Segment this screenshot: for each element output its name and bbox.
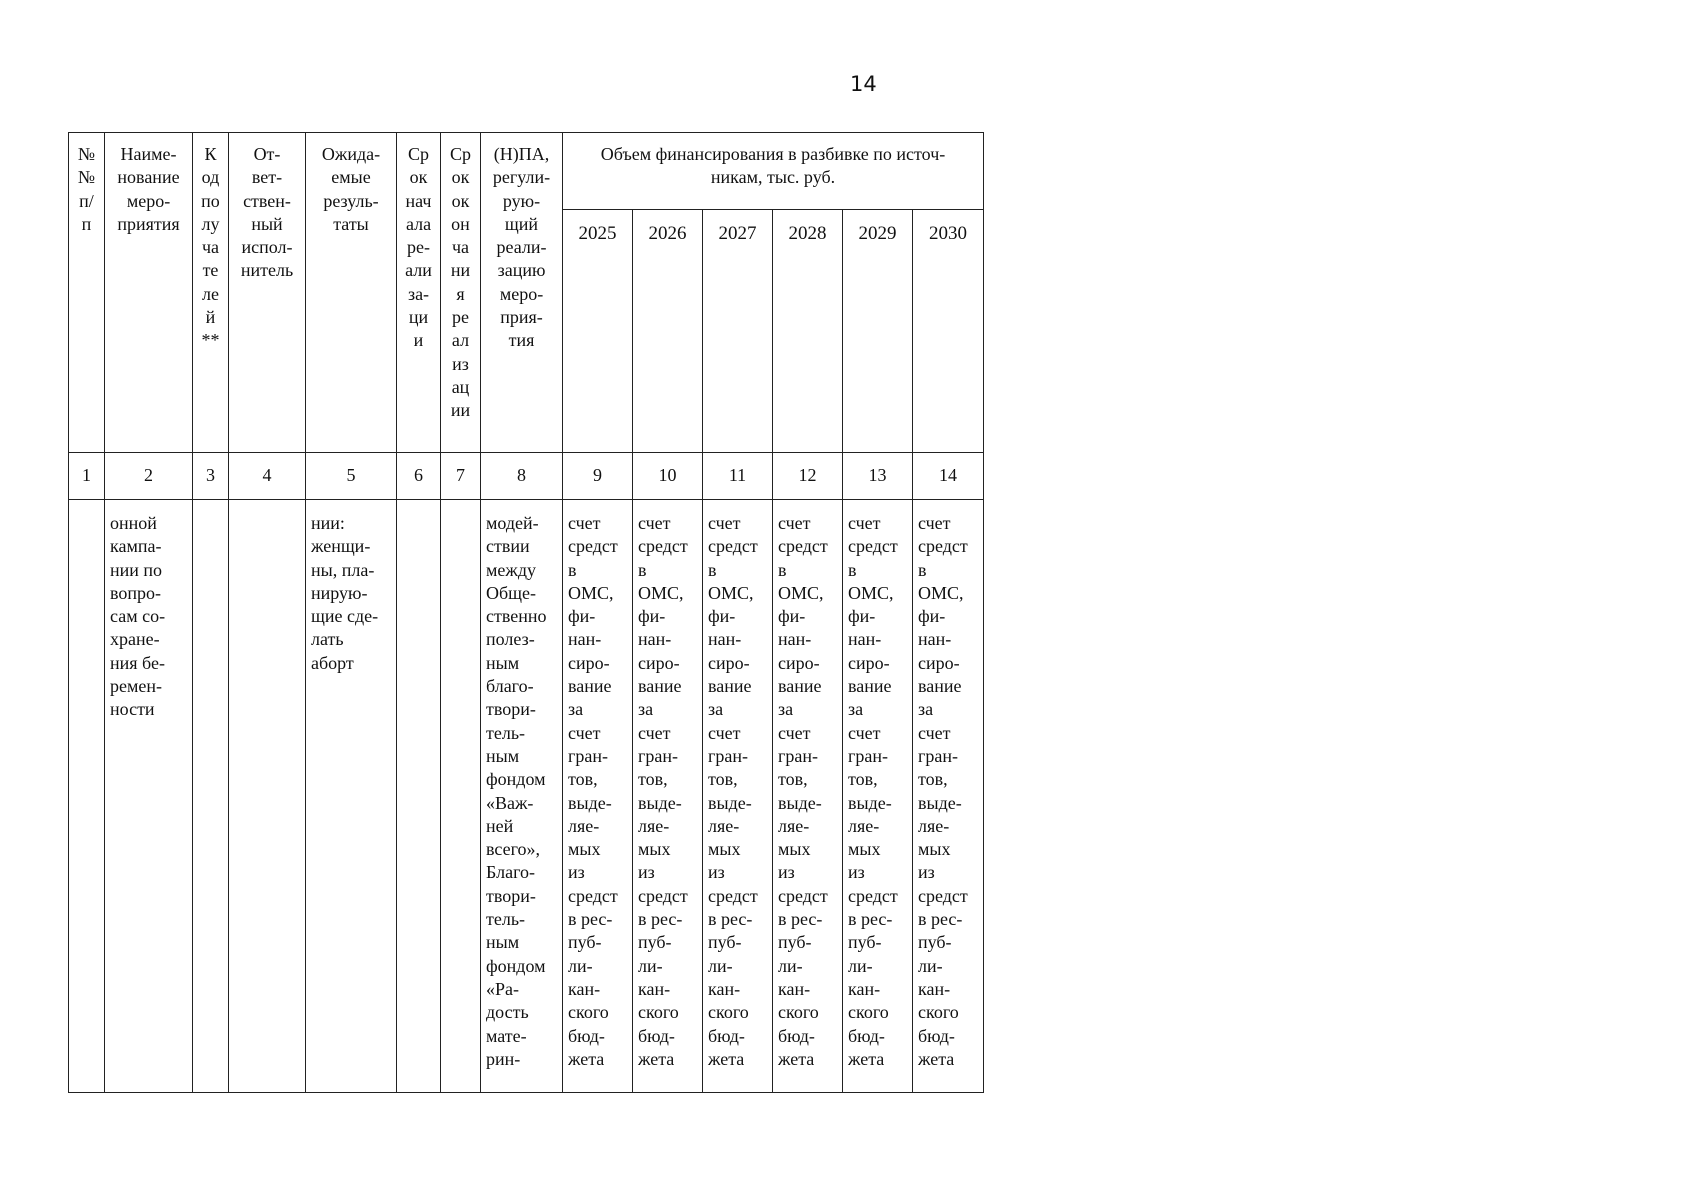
- header-cell-year: 2030: [913, 210, 984, 453]
- column-number-cell: 10: [633, 453, 703, 500]
- column-number-cell: 13: [843, 453, 913, 500]
- row-cell-financing-2028: счет средст в ОМС, фи- нан- сиро- вание за счет гран- тов, выде- ляе- мых из средст в рес- пуб- ли- кан- ского бюд- жета: [773, 500, 843, 1093]
- header-cell-responsible: От- вет- ствен- ный испол- нитель: [229, 133, 306, 453]
- financing-table: [68, 132, 984, 1093]
- row-cell-financing-2027: счет средст в ОМС, фи- нан- сиро- вание за счет гран- тов, выде- ляе- мых из средст в рес- пуб- ли- кан- ского бюд- жета: [703, 500, 773, 1093]
- row-cell-recipient-code: [193, 500, 229, 1093]
- column-number-cell: 12: [773, 453, 843, 500]
- header-cell-recipient-code: К од по лу ча те ле й **: [193, 133, 229, 453]
- row-cell-end-date: [441, 500, 481, 1093]
- column-number-cell: 1: [69, 453, 105, 500]
- column-number-cell: 4: [229, 453, 306, 500]
- row-cell-financing-2030: счет средст в ОМС, фи- нан- сиро- вание за счет гран- тов, выде- ляе- мых из средст в рес- пуб- ли- кан- ского бюд- жета: [913, 500, 984, 1093]
- header-cell-financing: Объем финансирования в разбивке по источ- никам, тыс. руб.: [563, 133, 984, 210]
- row-cell-legal-act: модей- ствии между Обще- ственно полез- ным благо- твори- тель- ным фондом «Важ- ней всего», Благо- твори- тель- ным фондом «Ра- дость мате- рин-: [481, 500, 563, 1093]
- header-cell-end-date: Ср ок ок он ча ни я ре ал из ац ии: [441, 133, 481, 453]
- row-cell-expected-results: нии: женщи- ны, пла- нирую- щие сде- лать аборт: [306, 500, 397, 1093]
- column-number-cell: 9: [563, 453, 633, 500]
- header-cell-year: 2025: [563, 210, 633, 453]
- column-number-cell: 14: [913, 453, 984, 500]
- header-cell-activity-name: Наиме- нование меро- приятия: [105, 133, 193, 453]
- header-cell-year: 2026: [633, 210, 703, 453]
- row-cell-start-date: [397, 500, 441, 1093]
- row-cell-activity-name: онной кампа- нии по вопро- сам со- хране- ния бе- ремен- ности: [105, 500, 193, 1093]
- column-number-cell: 11: [703, 453, 773, 500]
- header-cell-legal-act: (Н)ПА, регули- рую- щий реали- зацию меро- прия- тия: [481, 133, 563, 453]
- header-cell-number: № № п/ п: [69, 133, 105, 453]
- table-row: [69, 500, 984, 1093]
- column-number-cell: 6: [397, 453, 441, 500]
- column-number-cell: 3: [193, 453, 229, 500]
- row-cell-financing-2026: счет средст в ОМС, фи- нан- сиро- вание за счет гран- тов, выде- ляе- мых из средст в рес- пуб- ли- кан- ского бюд- жета: [633, 500, 703, 1093]
- row-cell-number: [69, 500, 105, 1093]
- header-cell-year: 2029: [843, 210, 913, 453]
- header-cell-expected-results: Ожида- емые резуль- таты: [306, 133, 397, 453]
- page-number: 14: [850, 72, 877, 96]
- column-number-cell: 5: [306, 453, 397, 500]
- column-number-cell: 2: [105, 453, 193, 500]
- header-cell-year: 2028: [773, 210, 843, 453]
- column-number-cell: 8: [481, 453, 563, 500]
- row-cell-financing-2029: счет средст в ОМС, фи- нан- сиро- вание за счет гран- тов, выде- ляе- мых из средст в рес- пуб- ли- кан- ского бюд- жета: [843, 500, 913, 1093]
- header-cell-start-date: Ср ок нач ала ре- али за- ци и: [397, 133, 441, 453]
- column-number-cell: 7: [441, 453, 481, 500]
- column-numbers-row: [69, 453, 984, 500]
- row-cell-responsible: [229, 500, 306, 1093]
- row-cell-financing-2025: счет средст в ОМС, фи- нан- сиро- вание за счет гран- тов, выде- ляе- мых из средст в рес- пуб- ли- кан- ского бюд- жета: [563, 500, 633, 1093]
- header-row: [69, 133, 984, 210]
- header-cell-year: 2027: [703, 210, 773, 453]
